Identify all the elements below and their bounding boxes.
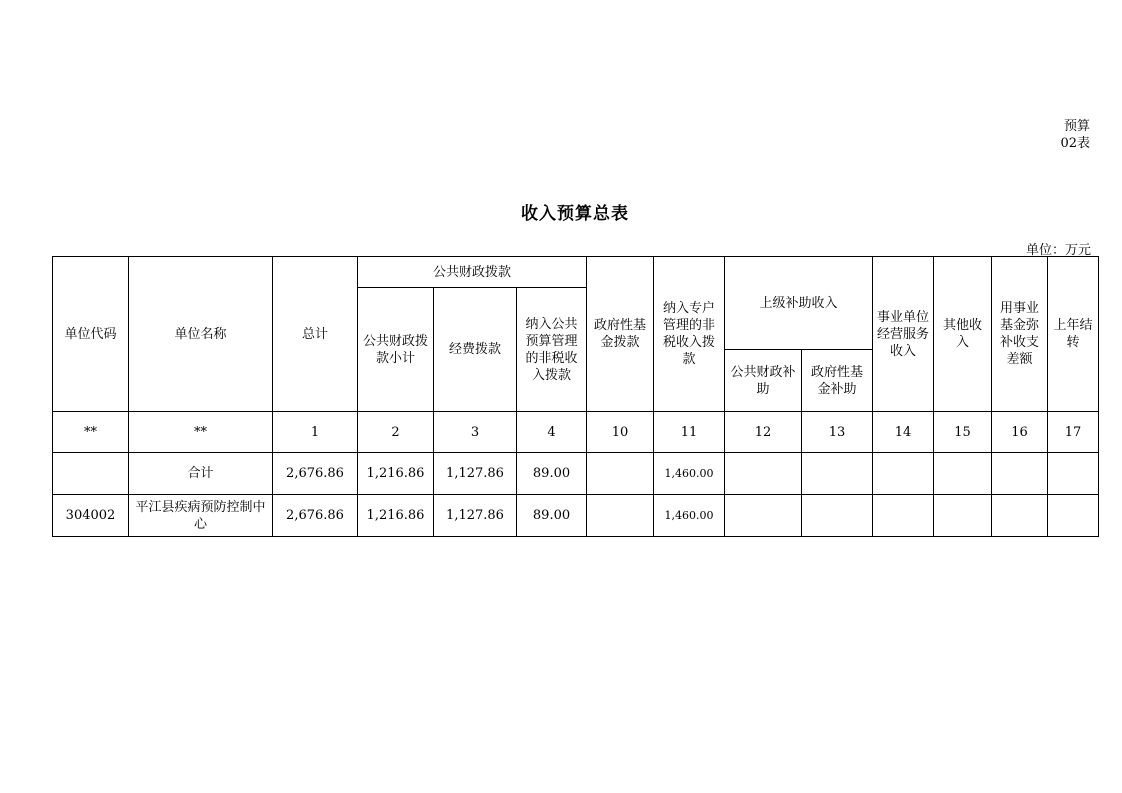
index-cell: 15	[934, 412, 992, 453]
form-number-line1: 预算	[1063, 119, 1090, 134]
cell-gov-fund-subsidy	[802, 453, 873, 495]
header-gov-fund: 政府性基金拨款	[587, 257, 654, 412]
index-cell: 13	[802, 412, 873, 453]
index-cell: 4	[517, 412, 587, 453]
cell-special-nontax: 1,460.00	[654, 495, 725, 537]
index-cell: **	[53, 412, 129, 453]
cell-funding: 1,127.86	[434, 453, 517, 495]
cell-fund-balance	[992, 495, 1048, 537]
table-row	[53, 495, 1099, 537]
index-cell: 10	[587, 412, 654, 453]
cell-unit-code: 304002	[53, 495, 129, 537]
cell-public-subsidy	[725, 495, 802, 537]
header-public-subsidy: 公共财政补助	[725, 350, 802, 412]
index-cell: 3	[434, 412, 517, 453]
cell-carryover	[1048, 495, 1099, 537]
index-cell: 2	[358, 412, 434, 453]
header-superior-subsidy: 上级补助收入	[725, 257, 873, 350]
cell-special-nontax: 1,460.00	[654, 453, 725, 495]
header-public-finance: 公共财政拨款	[358, 257, 587, 288]
header-special-nontax: 纳入专户管理的非税收入拨款	[654, 257, 725, 412]
page-title: 收入预算总表	[521, 204, 629, 224]
header-total: 总计	[273, 257, 358, 412]
cell-unit-name: 平江县疾病预防控制中心	[129, 495, 273, 537]
cell-gov-fund	[587, 453, 654, 495]
cell-business-income	[873, 453, 934, 495]
cell-nontax: 89.00	[517, 453, 587, 495]
cell-fund-balance	[992, 453, 1048, 495]
cell-public-subsidy	[725, 453, 802, 495]
cell-subtotal: 1,216.86	[358, 453, 434, 495]
cell-total: 2,676.86	[273, 453, 358, 495]
index-cell: **	[129, 412, 273, 453]
header-nontax: 纳入公共预算管理的非税收入拨款	[517, 288, 587, 412]
cell-carryover	[1048, 453, 1099, 495]
cell-funding: 1,127.86	[434, 495, 517, 537]
index-cell: 12	[725, 412, 802, 453]
index-cell: 16	[992, 412, 1048, 453]
header-carryover: 上年结转	[1048, 257, 1099, 412]
header-row-1	[53, 257, 1099, 288]
cell-nontax: 89.00	[517, 495, 587, 537]
cell-business-income	[873, 495, 934, 537]
header-public-finance-subtotal: 公共财政拨款小计	[358, 288, 434, 412]
cell-other-income	[934, 453, 992, 495]
header-funding: 经费拨款	[434, 288, 517, 412]
header-unit-code: 单位代码	[53, 257, 129, 412]
cell-gov-fund	[587, 495, 654, 537]
index-cell: 1	[273, 412, 358, 453]
cell-total: 2,676.86	[273, 495, 358, 537]
cell-other-income	[934, 495, 992, 537]
header-fund-balance: 用事业基金弥补收支差额	[992, 257, 1048, 412]
unit-label: 单位：万元	[1025, 243, 1091, 258]
cell-subtotal: 1,216.86	[358, 495, 434, 537]
header-business-income: 事业单位经营服务收入	[873, 257, 934, 412]
cell-unit-name: 合计	[129, 453, 273, 495]
index-cell: 14	[873, 412, 934, 453]
cell-gov-fund-subsidy	[802, 495, 873, 537]
table-row-total	[53, 453, 1099, 495]
cell-unit-code	[53, 453, 129, 495]
form-number	[1040, 118, 1090, 152]
income-budget-table	[52, 256, 1099, 537]
index-cell: 11	[654, 412, 725, 453]
header-other-income: 其他收入	[934, 257, 992, 412]
index-row	[53, 412, 1099, 453]
header-unit-name: 单位名称	[129, 257, 273, 412]
index-cell: 17	[1048, 412, 1099, 453]
form-number-line2: 02表	[1060, 136, 1090, 151]
header-gov-fund-subsidy: 政府性基金补助	[802, 350, 873, 412]
